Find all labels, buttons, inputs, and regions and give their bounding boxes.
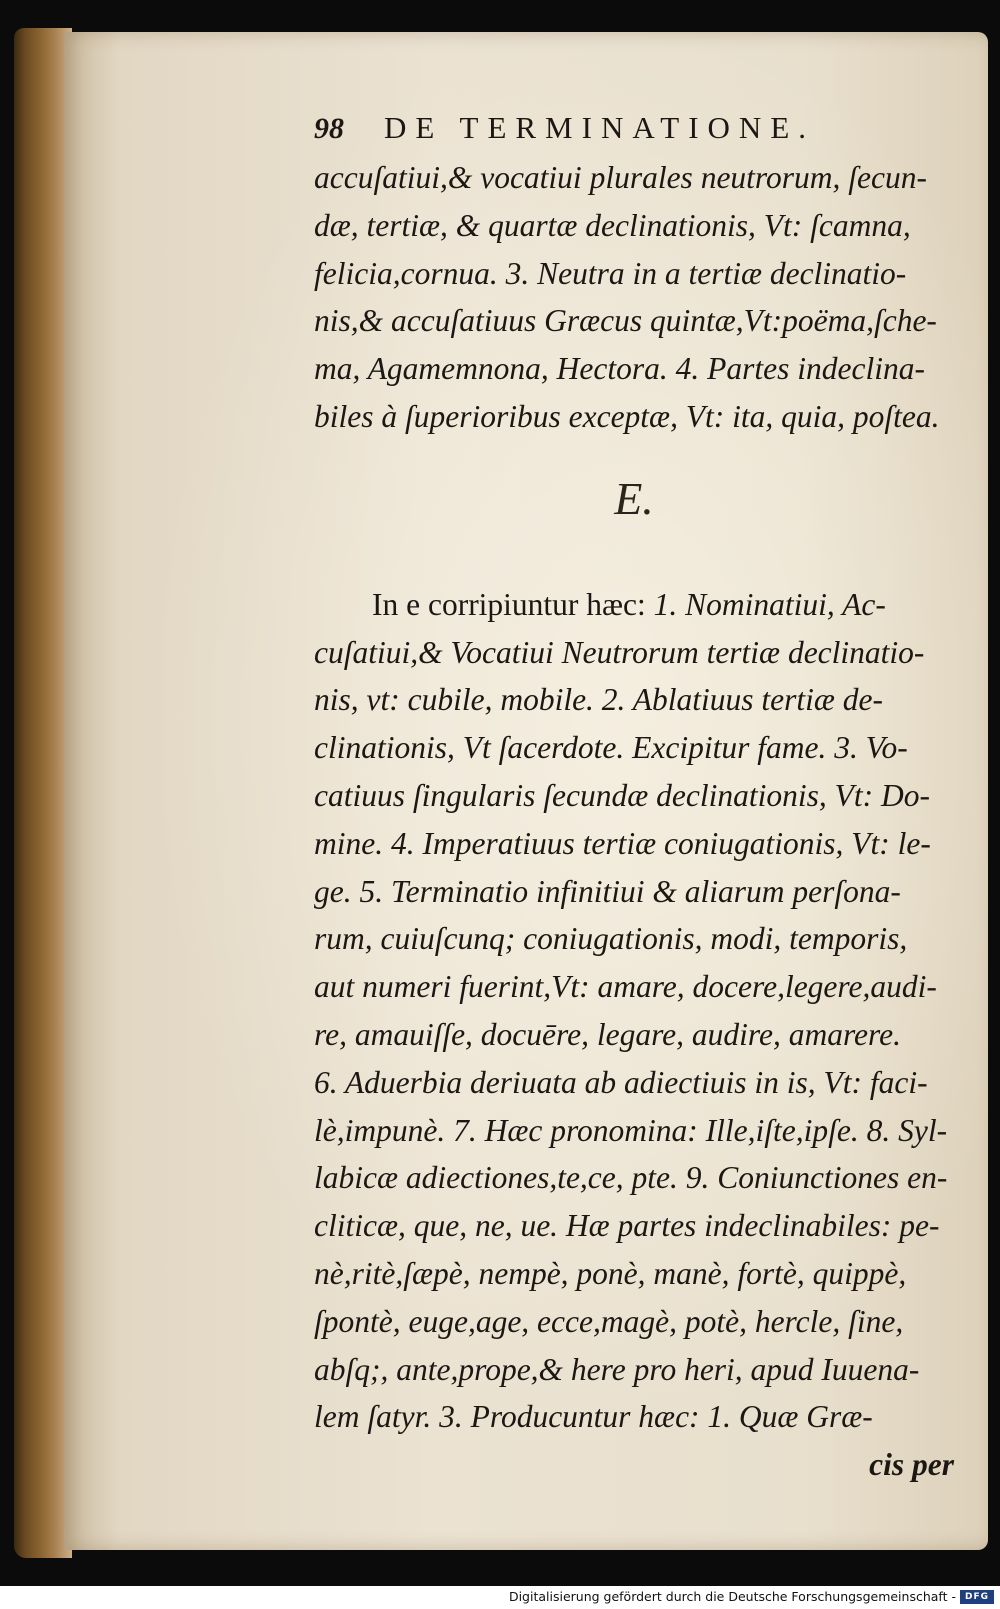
text-line: nis, vt: cubile, mobile. 2. Ablatiuus tertiæ de- [314,682,883,718]
page-header [314,110,954,154]
text-line: biles à ſuperioribus exceptæ, Vt: ita, quia, poſtea. [314,398,940,434]
text-line: mine. 4. Imperatiuus tertiæ coniugationis, Vt: le- [314,825,931,861]
catchword-text: cis per [869,1447,954,1483]
paragraph-a [314,154,954,441]
text-line: ma, Agamemnona, Hectora. 4. Partes indeclina- [314,351,925,387]
text-line [314,581,954,629]
paragraph-lead: In e corripiuntur hæc: [372,586,646,622]
digitization-credit: Digitalisierung gefördert durch die Deutsche Forschungsgemeinschaft - [508,1589,956,1604]
page-number: 98 [314,112,344,145]
text-line: felicia,cornua. 3. Neutra in a tertiæ declinatio- [314,255,907,291]
text-line: ſpontè, euge,age, ecce,magè, potè, hercle, ſine, [314,1303,904,1339]
text-line: cuſatiui,& Vocatiui Neutrorum tertiæ declinatio- [314,634,925,670]
text-line: rum, cuiuſcunq; coniugationis, modi, temporis, [314,921,908,957]
text-line-rest: 1. Nominatiui, Ac- [645,586,886,622]
digitization-footer [0,1586,1000,1609]
page-content [314,110,954,1483]
dfg-logo-icon: DFG [960,1590,994,1604]
text-line: lè,impunè. 7. Hæc pronomina: Ille,iſte,ipſe. 8. Syl- [314,1112,948,1148]
text-line: labicæ adiectiones,te,ce, pte. 9. Coniunctiones en- [314,1160,948,1196]
text-line: nis,& accuſatiuus Græcus quintæ,Vt:poëma,ſche- [314,303,937,339]
text-line: clinationis, Vt ſacerdote. Excipitur fame. 3. Vo- [314,730,908,766]
text-line: lem ſatyr. 3. Producuntur hæc: 1. Quæ Græ- [314,1399,873,1435]
text-line: aut numeri fuerint,Vt: amare, docere,legere,audi- [314,969,937,1005]
text-line: dæ, tertiæ, & quartæ declinationis, Vt: ſcamna, [314,207,911,243]
catchword [314,1441,954,1489]
paragraph-e [314,581,954,1489]
text-line: 6. Aduerbia deriuata ab adiectiuis in is, Vt: faci- [314,1064,928,1100]
text-line: abſq;, ante,prope,& here pro heri, apud Iuuena- [314,1351,920,1387]
text-line: nè,ritè,ſæpè, nempè, ponè, manè, fortè, quippè, [314,1255,907,1291]
running-head: DE TERMINATIONE. [384,110,816,145]
text-line: catiuus ſingularis ſecundæ declinationis, Vt: Do- [314,777,930,813]
section-heading-e: E. [614,472,654,524]
text-line: cliticæ, que, ne, ue. Hæ partes indeclinabiles: pe- [314,1208,940,1244]
book-page [64,32,988,1550]
text-line: accuſatiui,& vocatiui plurales neutrorum, ſecun- [314,160,927,195]
text-line: ge. 5. Terminatio infinitiui & aliarum perſona- [314,873,901,909]
text-line: re, amauiſſe, docuēre, legare, audire, amarere. [314,1016,901,1052]
